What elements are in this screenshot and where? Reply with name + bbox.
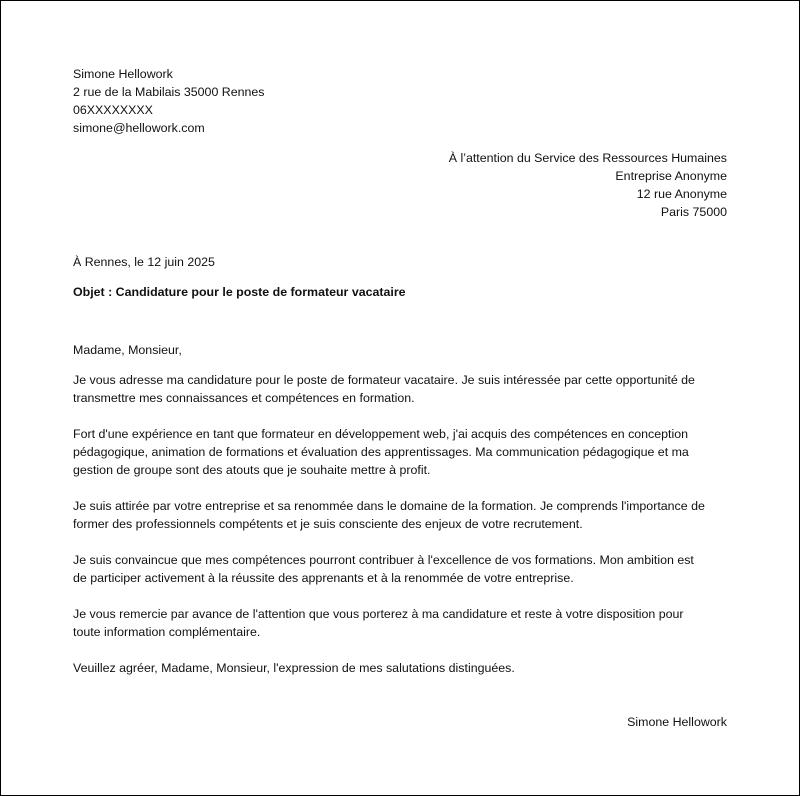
- paragraph-line: toute information complémentaire.: [73, 625, 261, 639]
- recipient-attention: À l’attention du Service des Ressources Humaines: [448, 151, 727, 165]
- paragraph-line: gestion de groupe sont des atouts que je souhaite mettre à profit.: [73, 463, 431, 477]
- paragraph-line: Je suis attirée par votre entreprise et sa renommée dans le domaine de la formation. Je comprends l'importance de: [73, 499, 705, 513]
- paragraph-line: former des professionnels compétents et je suis consciente des enjeux de votre recrutement.: [73, 517, 583, 531]
- recipient-company: Entreprise Anonyme: [615, 169, 727, 183]
- body-paragraph-3: [73, 497, 705, 533]
- paragraph-line: Fort d'une expérience en tant que formateur en développement web, j'ai acquis des compétences en conception: [73, 427, 689, 441]
- paragraph-line: Veuillez agréer, Madame, Monsieur, l'expression de mes salutations distinguées.: [73, 661, 515, 675]
- body-paragraph-5: [73, 605, 684, 641]
- recipient-street: 12 rue Anonyme: [636, 187, 727, 201]
- paragraph-line: Je vous adresse ma candidature pour le poste de formateur vacataire. Je suis intéressée par cette opportunité de: [73, 373, 695, 387]
- subject-line: Objet : Candidature pour le poste de formateur vacataire: [73, 285, 406, 299]
- paragraph-line: de participer activement à la réussite des apprenants et à la renommée de votre entreprise.: [73, 571, 574, 585]
- date-line: À Rennes, le 12 juin 2025: [73, 255, 215, 269]
- paragraph-line: transmettre mes connaissances et compétences en formation.: [73, 391, 415, 405]
- body-paragraph-1: [73, 371, 695, 407]
- closing-paragraph: [73, 659, 515, 677]
- signature: Simone Hellowork: [627, 715, 727, 729]
- sender-name: Simone Hellowork: [73, 67, 173, 81]
- paragraph-line: Je vous remercie par avance de l'attention que vous porterez à ma candidature et reste à votre disposition pour: [73, 607, 684, 621]
- recipient-city: Paris 75000: [660, 205, 727, 219]
- body-paragraph-4: [73, 551, 694, 587]
- sender-address: 2 rue de la Mabilais 35000 Rennes: [73, 85, 265, 99]
- paragraph-line: pédagogique, animation de formations et évaluation des apprentissages. Ma communication pédagogique et ma: [73, 445, 689, 459]
- sender-email: simone@hellowork.com: [73, 121, 205, 135]
- paragraph-line: Je suis convaincue que mes compétences pourront contribuer à l'excellence de vos formations. Mon ambition est: [73, 553, 694, 567]
- salutation: Madame, Monsieur,: [73, 343, 182, 357]
- body-paragraph-2: [73, 425, 689, 479]
- sender-phone: 06XXXXXXXX: [73, 103, 153, 117]
